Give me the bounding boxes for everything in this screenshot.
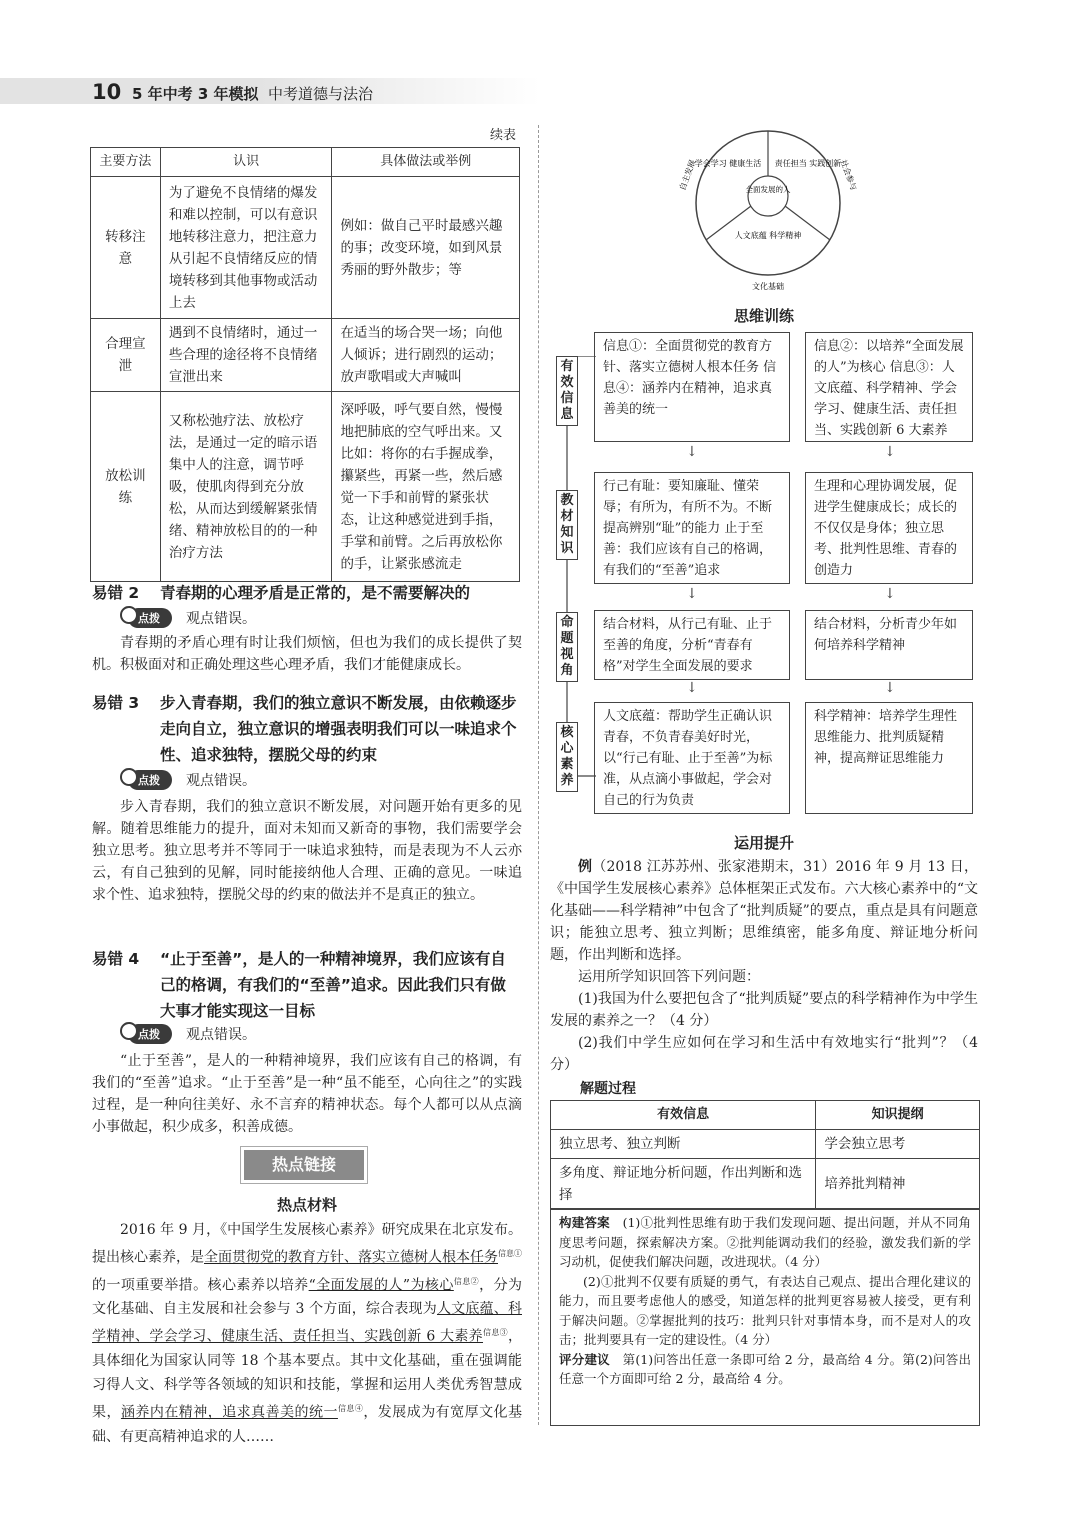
example-cell: 在适当的场合哭一场；向他人倾诉；进行剧烈的运动；放声歌唱或大声喊叫 (332, 319, 520, 392)
table-header-cell: 具体做法或举例 (332, 148, 520, 177)
center-circle (748, 176, 788, 216)
info-note: 信息④ (337, 1403, 364, 1413)
down-arrow-icon: ↓ (686, 586, 698, 602)
score-label: 评分建议 (559, 1351, 610, 1367)
book-series: 5 年中考 3 年模拟 (132, 85, 259, 103)
process-info-cell: 独立思考、独立判断 (551, 1130, 816, 1159)
flow-box-left: 人文底蕴：帮助学生正确认识青春，不负青春美好时光，以“行己有耻、止于至善”为标准，从点滴小事做起，学会对自己的行为负责 (594, 702, 790, 814)
question-1: (1)我国为什么要把包含了“批判质疑”要点的科学精神作为中学生发展的素养之一？（4 分） (550, 991, 978, 1029)
diagram-sector-label: 学会学习 健康生活 (694, 159, 762, 168)
hot-underlined-text: “全面发展的人”为核心 (308, 1277, 454, 1294)
example-cell: 例如：做自己平时最感兴趣的事；改变环境，如到风景秀丽的野外散步；等 (332, 177, 520, 319)
info-note: 信息③ (483, 1328, 509, 1338)
answer-text: (2)①批判不仅要有质疑的勇气，有表达自己观点、提出合理化建议的能力，而且要考虑他人的感受，知道怎样的批判更容易被人接受，更有利于解决问题。②掌握批判的技巧：批判只针对事情本身，而不是对人的攻击；批判要具有一定的建设性。（4 分） (559, 1273, 971, 1347)
table-row (91, 392, 520, 582)
hot-material-title: 热点材料 (276, 1196, 337, 1214)
apply-title: 运用提升 (733, 834, 794, 852)
subject-title: 中考道德与法治 (268, 85, 374, 103)
example-text (550, 856, 978, 966)
down-arrow-icon: ↓ (884, 586, 896, 602)
table-row (551, 1130, 980, 1159)
tip-badge: 点拨 (128, 608, 172, 628)
error-item (92, 580, 522, 606)
tip-verdict: 观点错误。 (186, 773, 256, 789)
table-header-cell: 主要方法 (91, 148, 161, 177)
score-text: 第(1)问答出任意一条即可给 2 分，最高给 4 分。第(2)问答出任意一个方面即可给 2 分，最高给 4 分。 (559, 1351, 971, 1386)
understanding-cell: 为了避免不良情绪的爆发和难以控制，可以有意识地转移注意力，把注意力从引起不良情绪反应的情境转移到其他事物或活动上去 (160, 177, 332, 319)
table-row (551, 1159, 980, 1210)
error-title: “止于至善”，是人的一种精神境界，我们应该有自己的格调，有我们的“至善”追求。因此我们只有做大事才能实现这一目标 (160, 950, 506, 1020)
error-item (92, 690, 522, 770)
example-cell: 深呼吸，呼气要自然，慢慢地把肺底的空气呼出来。又比如：将你的右手握成拳，攥紧些，再紧一些，然后感觉一下手和前臂的紧张状态，让这种感觉进到手指，手掌和前臂。之后再放松你的手，让紧张感流走 (332, 392, 520, 582)
error-tag: 易错 3 (92, 694, 140, 712)
method-cell: 转移注意 (91, 177, 161, 319)
process-knowledge-cell: 培养批判精神 (816, 1159, 980, 1210)
error-explanation: 步入青春期，我们的独立意识不断发展，对问题开始有更多的见解。随着思维能力的提升，面对未知而又新奇的事物，我们需要学会独立思考。独立思考并不等同于一味追求独特，而是表现为不人云亦云，有自己独到的见解，同时能接纳他人合理、正确的意见。一味追求个性、追求独特，摆脱父母的约束的做法并不是真正的独立。 (92, 799, 522, 903)
answer-text: (1)①批判性思维有助于我们发现问题、提出问题，并从不同角度思考问题，探索解决方案。②批判能调动我们的经验，激发我们新的学习动机，促使我们解决问题，改进现状。（4 分） (559, 1215, 971, 1269)
hot-underlined-text: 全面贯彻党的教育方针、落实立德树人根本任务 (204, 1249, 498, 1266)
table-header-cell: 知识提纲 (816, 1101, 980, 1130)
flow-box-right: 生理和心理协调发展，促进学生健康成长；成长的不仅仅是身体；独立思考、批判性思维、青春的创造力 (805, 472, 973, 584)
answer-label: 构建答案 (559, 1215, 610, 1230)
tip-row (128, 770, 256, 790)
down-arrow-icon: ↓ (686, 680, 698, 696)
error-title: 步入青春期，我们的独立意识不断发展，由依赖逐步走向自立，独立意识的增强表明我们可以一味追求个性、追求独特，摆脱父母的约束 (160, 694, 517, 764)
hot-text: 2016 年 9 月，《中国学生发展核心素养》研究成果在北京发布。提出核心素养，是 (92, 1222, 522, 1266)
tip-badge: 点拨 (128, 770, 172, 790)
table-header-cell: 认识 (160, 148, 332, 177)
answer-part-1 (559, 1213, 971, 1272)
info-note: 信息① (498, 1249, 522, 1258)
table-row (91, 319, 520, 392)
flow-box-right: 信息②：以培养“全面发展的人”为核心 信息③：人文底蕴、科学精神、学会学习、健康生活、责任担当、实践创新 6 大素养 (805, 332, 973, 442)
methods-table (90, 147, 520, 582)
stage-label: 核心素养 (556, 722, 578, 792)
process-knowledge-cell: 学会独立思考 (816, 1130, 980, 1159)
diagram-outer-label: 自主发展 (677, 158, 698, 192)
error-title: 青春期的心理矛盾是正常的，是不需要解决的 (160, 584, 471, 602)
flow-box-left: 行己有耻：要知廉耻、懂荣辱；有所为，有所不为。不断提高辨别“耻”的能力 止于至善：我们应该有自己的格调，有我们的“至善”追求 (594, 472, 790, 584)
hot-underlined-text: 人文底蕴、科学精神、学会学习、健康生活、责任担当、实践创新 6 大素养 (92, 1301, 522, 1345)
hot-underlined-text: 涵养内在精神，追求真善美的统一 (120, 1404, 338, 1421)
method-cell: 放松训练 (91, 392, 161, 582)
diagram-outer-label: 社会参与 (838, 158, 859, 192)
down-arrow-icon: ↓ (884, 680, 896, 696)
stage-label: 有效信息 (556, 356, 578, 426)
error-item (92, 946, 522, 1026)
flow-box-right: 科学精神：培养学生理性思维能力、批判质疑精神，提高辩证思维能力 (805, 702, 973, 814)
tip-verdict: 观点错误。 (186, 611, 256, 627)
page-number: 10 (92, 80, 122, 104)
understanding-cell: 遇到不良情绪时，通过一些合理的途径将不良情绪宣泄出来 (160, 319, 332, 392)
error-tag: 易错 4 (92, 950, 140, 968)
hot-text: ，分为文化基础、自主发展和社会参与 3 个方面，综合表现为 (92, 1277, 523, 1318)
table-row (91, 177, 520, 319)
diagram-sector-label: 责任担当 实践创新 (774, 159, 842, 168)
method-cell: 合理宣泄 (91, 319, 161, 392)
understanding-cell: 又称松弛疗法、放松疗法，是通过一定的暗示语集中人的注意，调节呼吸，使肌肉得到充分放松，从而达到缓解紧张情绪、精神放松目的的一种治疗方法 (160, 392, 332, 582)
answer-box (550, 1208, 980, 1426)
error-explanation: 青春期的矛盾心理有时让我们烦恼，但也为我们的成长提供了契机。积极面对和正确处理这些心理矛盾，我们才能健康成长。 (92, 635, 522, 673)
continued-label: 续表 (490, 128, 517, 143)
table-header-cell: 有效信息 (551, 1101, 816, 1130)
info-note: 信息② (453, 1276, 480, 1286)
question-2: (2)我们中学生应如何在学习和生活中有效地实行“批判”？（4 分） (550, 1035, 978, 1073)
question-prompt: 运用所学知识回答下列问题： (578, 969, 760, 985)
column-divider (538, 125, 539, 1425)
flow-box-left: 信息①：全面贯彻党的教育方针、落实立德树人根本任务 信息④：涵养内在精神，追求真善美的统一 (594, 332, 790, 442)
hot-text: 的一项重要举措。核心素养以培养 (92, 1277, 309, 1294)
thinking-title: 思维训练 (733, 307, 794, 325)
process-title: 解题过程 (580, 1081, 636, 1097)
core-literacy-diagram (668, 118, 868, 298)
flow-box-right: 结合材料，分析青少年如何培养科学精神 (805, 610, 973, 680)
flow-box-left: 结合材料，从行己有耻、止于至善的角度，分析“青春有格”对学生全面发展的要求 (594, 610, 790, 680)
tip-row (128, 1024, 256, 1044)
stage-label: 教材知识 (556, 490, 578, 560)
tip-verdict: 观点错误。 (186, 1027, 256, 1043)
table-header-row (551, 1101, 980, 1130)
down-arrow-icon: ↓ (884, 444, 896, 460)
diagram-center-label: 全面发展的人 (745, 185, 791, 194)
diagram-sector-label: 人文底蕴 科学精神 (734, 231, 802, 240)
down-arrow-icon: ↓ (686, 444, 698, 460)
hot-material-text (92, 1218, 522, 1449)
table-header-row (91, 148, 520, 177)
hot-link-banner: 热点链接 (244, 1150, 364, 1180)
example-body: （2018 江苏苏州、张家港期末，31）2016 年 9 月 13 日，《中国学生发展核心素养》总体框架正式发布。六大核心素养中的“文化基础——科学精神”中包含了“批判质疑”的要点，重点是具有问题意识；能独立思考、独立判断；思维缜密，能多角度、辩证地分析问题，作出判断和选择。 (550, 859, 978, 963)
example-label: 例 (578, 859, 593, 875)
process-info-cell: 多角度、辩证地分析问题，作出判断和选择 (551, 1159, 816, 1210)
diagram-outer-label: 文化基础 (752, 282, 784, 291)
hot-text: ，发展成为有宽厚文化基础、有更高精神追求的人…… (92, 1404, 523, 1445)
score-part (559, 1350, 971, 1389)
hot-text: ，具体细化为国家认同等 18 个基本要点。其中文化基础，重在强调能习得人文、科学等各领域的知识和技能，掌握和运用人类优秀智慧成果， (92, 1328, 523, 1421)
stage-label: 命题视角 (556, 612, 578, 682)
error-tag: 易错 2 (92, 584, 140, 602)
tip-row (128, 608, 256, 628)
tip-badge: 点拨 (128, 1024, 172, 1044)
process-table (550, 1100, 980, 1210)
error-explanation: “止于至善”，是人的一种精神境界，我们应该有自己的格调，有我们的“至善”追求。“止于至善”是一种“虽不能至，心向往之”的实践过程，是一种向往美好、永不言弃的精神状态。每个人都可以从点滴小事做起，积少成多，积善成德。 (92, 1053, 522, 1135)
